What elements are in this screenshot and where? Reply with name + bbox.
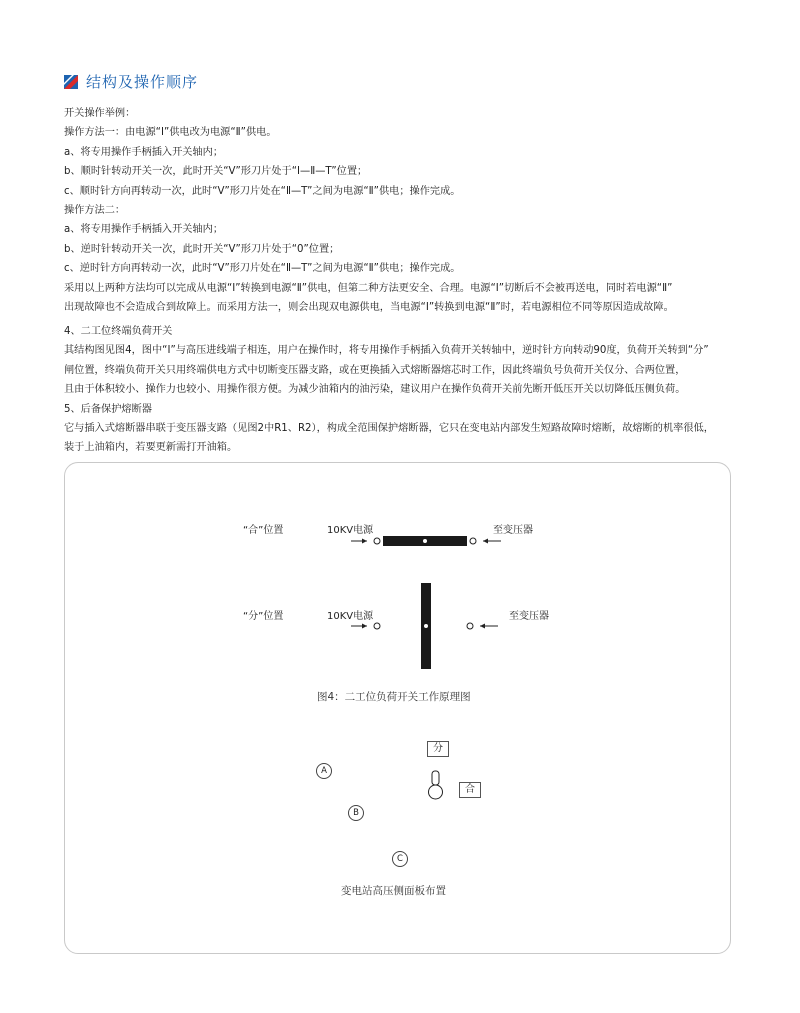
- switch-diagram: [65, 463, 730, 693]
- text-line: 4、二工位终端负荷开关: [64, 326, 173, 337]
- section-header: [64, 70, 198, 92]
- closed-position-label: “合”位置: [243, 525, 284, 536]
- marker-c: C: [392, 851, 408, 867]
- section-logo-icon: [64, 74, 78, 88]
- transformer-label-open: 至变压器: [509, 611, 549, 622]
- open-switch-symbol: [351, 583, 498, 669]
- closed-switch-symbol: [351, 536, 501, 546]
- text-line: b、顺时针转动开关一次，此时开关“V”形刀片处于“Ⅰ—Ⅱ—T”位置；: [64, 166, 368, 178]
- handle-knob-icon: [424, 769, 448, 803]
- open-position-label: “分”位置: [243, 611, 284, 622]
- text-line: a、将专用操作手柄插入开关轴内；: [64, 224, 224, 236]
- text-line: 其结构图见图4，图中“Ⅰ”与高压进线端子相连，用户在操作时，将专用操作手柄插入负荷开关转轴中，逆时针方向转动90度，负荷开关转到“分”: [64, 345, 709, 357]
- section-title: 结构及操作顺序: [86, 72, 199, 91]
- text-line: 采用以上两种方法均可以完成从电源“Ⅰ”转换到电源“Ⅱ”供电，但第二种方法更安全、合理。电源“Ⅰ”切断后不会被再送电，同时若电源“Ⅱ”: [64, 282, 673, 294]
- text-line: 开关操作举例：: [64, 108, 136, 119]
- text-line: 出现故障也不会造成合到故障上。而采用方法一，则会出现双电源供电，当电源“Ⅰ”转换到电源“Ⅱ”时，若电源相位不同等原因造成故障。: [64, 301, 674, 313]
- operation-text-block: [64, 104, 740, 317]
- text-line: b、逆时针转动开关一次，此时开关“V”形刀片处于“0”位置；: [64, 243, 340, 255]
- transformer-label-closed: 至变压器: [493, 525, 533, 536]
- diagram-box: [64, 462, 731, 954]
- source-label-closed: 10KV电源: [327, 525, 374, 536]
- text-line: 装于上油箱内，若要更新需打开油箱。: [64, 442, 238, 454]
- text-line: 操作方法二：: [64, 204, 126, 216]
- marker-b: B: [348, 805, 364, 821]
- open-indicator-box: 分: [427, 741, 449, 757]
- text-line: 它与插入式熔断器串联于变压器支路（见图2中R1、R2），构成全范围保护熔断器，它只在变电站内部发生短路故障时熔断，故熔断的机率很低，: [64, 422, 714, 434]
- text-line: 闸位置，终端负荷开关只用终端供电方式中切断变压器支路，或在更换插入式熔断器熔芯时工作，因此终端负号负荷开关仅分、合两位置，: [64, 364, 686, 376]
- panel-caption: 变电站高压侧面板布置: [341, 885, 446, 897]
- structure-text-block: [64, 322, 740, 458]
- text-line: c、逆时针方向再转动一次，此时“V”形刀片处在“Ⅱ—T”之间为电源“Ⅱ”供电；操作完成。: [64, 263, 461, 275]
- text-line: 操作方法一：由电源“Ⅰ”供电改为电源“Ⅱ”供电。: [64, 127, 277, 139]
- source-label-open: 10KV电源: [327, 611, 374, 622]
- figure-caption: 图4：二工位负荷开关工作原理图: [317, 691, 471, 703]
- close-indicator-box: 合: [459, 782, 481, 798]
- text-line: c、顺时针方向再转动一次，此时“V”形刀片处在“Ⅱ—T”之间为电源“Ⅱ”供电；操作完成。: [64, 185, 461, 197]
- text-line: 且由于体积较小、操作力也较小、用操作很方便。为减少油箱内的油污染，建议用户在操作负荷开关前先断开低压开关以切降低压侧负荷。: [64, 384, 686, 396]
- text-line: a、将专用操作手柄插入开关轴内；: [64, 146, 224, 158]
- marker-a: A: [316, 763, 332, 779]
- text-line: 5、后备保护熔断器: [64, 403, 152, 415]
